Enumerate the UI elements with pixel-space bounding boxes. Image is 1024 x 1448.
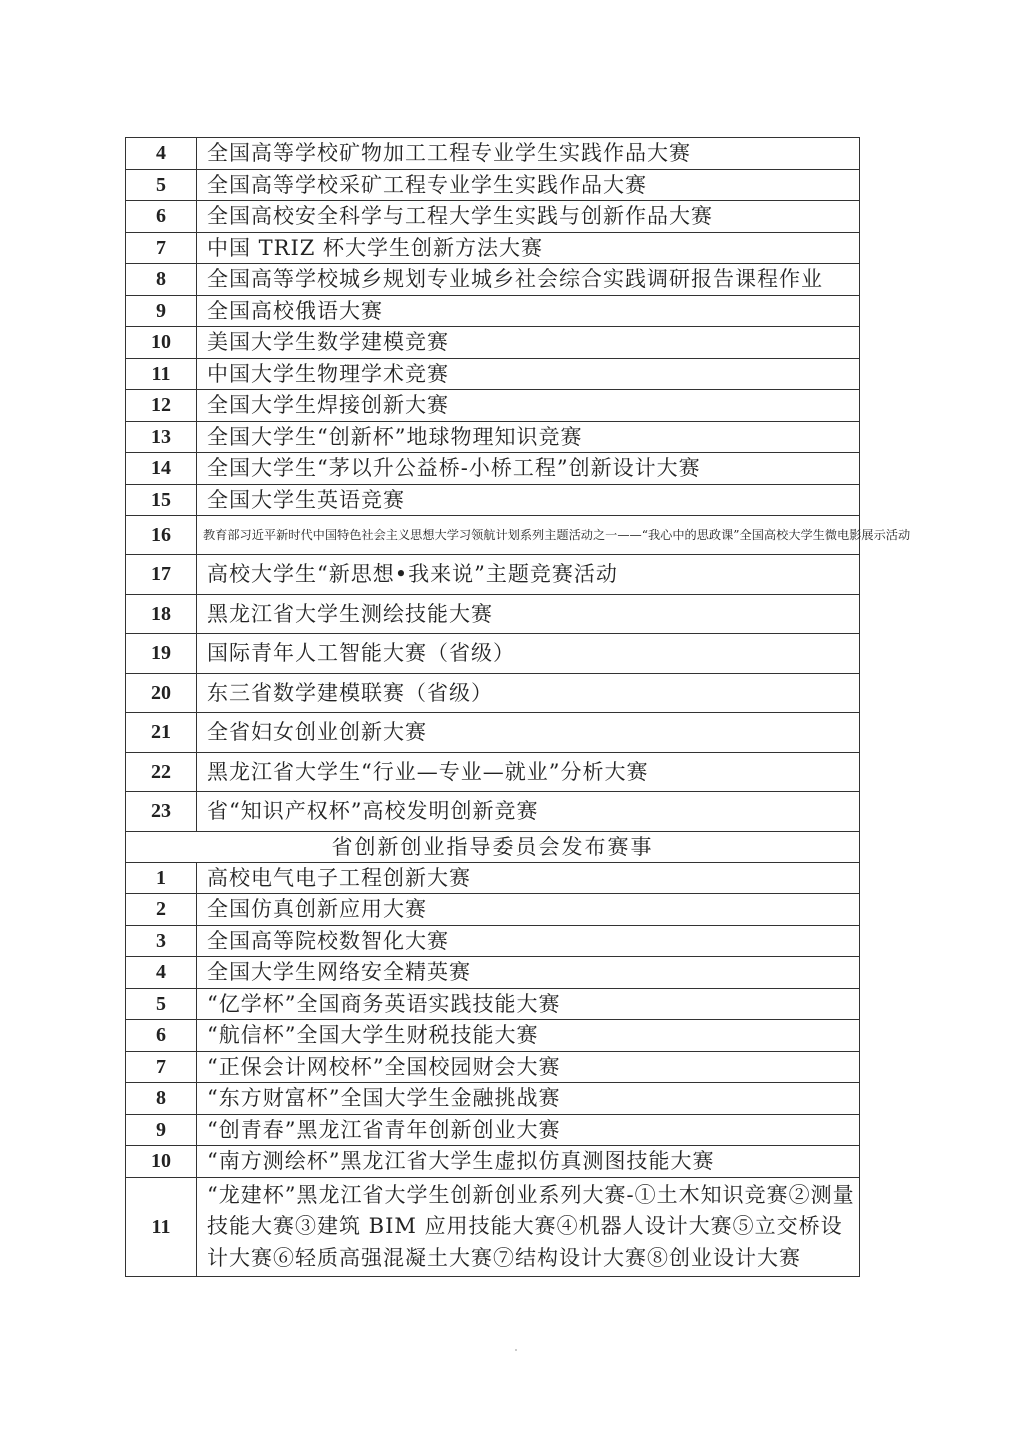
competition-name: 全国大学生“创新杯”地球物理知识竞赛 xyxy=(197,421,860,453)
row-number: 9 xyxy=(126,295,197,327)
competition-name: 美国大学生数学建模竞赛 xyxy=(197,327,860,359)
table-row xyxy=(126,484,860,516)
table-row xyxy=(126,957,860,989)
table-row xyxy=(126,1114,860,1146)
table-row xyxy=(126,555,860,595)
table-row xyxy=(126,988,860,1020)
page-speck xyxy=(515,1349,517,1351)
table-row xyxy=(126,390,860,422)
row-number: 2 xyxy=(126,894,197,926)
competition-name: 全国高等学校城乡规划专业城乡社会综合实践调研报告课程作业 xyxy=(197,264,860,296)
row-number: 17 xyxy=(126,555,197,595)
row-number: 8 xyxy=(126,1083,197,1115)
competition-name: 全国高等学校矿物加工工程专业学生实践作品大赛 xyxy=(197,138,860,170)
row-number: 9 xyxy=(126,1114,197,1146)
row-number: 21 xyxy=(126,713,197,753)
competition-table-page xyxy=(125,137,911,1277)
table-row xyxy=(126,792,860,832)
table-row xyxy=(126,862,860,894)
competition-name: 全国高校俄语大赛 xyxy=(197,295,860,327)
competition-name: “南方测绘杯”黑龙江省大学生虚拟仿真测图技能大赛 xyxy=(197,1146,860,1178)
table-row xyxy=(126,594,860,634)
competition-name: 高校大学生“新思想•我来说”主题竞赛活动 xyxy=(197,555,860,595)
competition-name: 中国大学生物理学术竞赛 xyxy=(197,358,860,390)
competition-name: 全国大学生焊接创新大赛 xyxy=(197,390,860,422)
table-row xyxy=(126,264,860,296)
table-row xyxy=(126,634,860,674)
competition-name: 教育部习近平新时代中国特色社会主义思想大学习领航计划系列主题活动之一——“我心中的思政课”全国高校大学生微电影展示活动 xyxy=(197,516,860,555)
competition-name: 全国高校安全科学与工程大学生实践与创新作品大赛 xyxy=(197,201,860,233)
competition-name: 全国大学生网络安全精英赛 xyxy=(197,957,860,989)
table-row xyxy=(126,894,860,926)
row-number: 7 xyxy=(126,232,197,264)
competition-name: 全国大学生英语竞赛 xyxy=(197,484,860,516)
row-number: 10 xyxy=(126,1146,197,1178)
row-number: 7 xyxy=(126,1051,197,1083)
row-number: 5 xyxy=(126,169,197,201)
competition-name: 全国大学生“茅以升公益桥-小桥工程”创新设计大赛 xyxy=(197,453,860,485)
row-number: 18 xyxy=(126,594,197,634)
section-header-row xyxy=(126,831,860,862)
competition-name: 高校电气电子工程创新大赛 xyxy=(197,862,860,894)
competition-name: 省“知识产权杯”高校发明创新竞赛 xyxy=(197,792,860,832)
table-row xyxy=(126,1177,860,1277)
row-number: 13 xyxy=(126,421,197,453)
table-row xyxy=(126,1051,860,1083)
competition-name: 黑龙江省大学生“行业—专业—就业”分析大赛 xyxy=(197,752,860,792)
table-row xyxy=(126,138,860,170)
competition-name: 全省妇女创业创新大赛 xyxy=(197,713,860,753)
table-row xyxy=(126,327,860,359)
competition-name: 全国仿真创新应用大赛 xyxy=(197,894,860,926)
row-number: 10 xyxy=(126,327,197,359)
row-number: 15 xyxy=(126,484,197,516)
table-row xyxy=(126,925,860,957)
table-row xyxy=(126,169,860,201)
competition-name: 全国高等学校采矿工程专业学生实践作品大赛 xyxy=(197,169,860,201)
competition-table-body xyxy=(126,138,911,1277)
competition-name: 中国 TRIZ 杯大学生创新方法大赛 xyxy=(197,232,860,264)
table-row xyxy=(126,516,860,555)
row-number: 11 xyxy=(126,1177,197,1277)
table-row xyxy=(126,1146,860,1178)
row-number: 4 xyxy=(126,957,197,989)
competition-name: “创青春”黑龙江省青年创新创业大赛 xyxy=(197,1114,860,1146)
row-number: 5 xyxy=(126,988,197,1020)
row-number: 6 xyxy=(126,201,197,233)
table-row xyxy=(126,713,860,753)
row-number: 4 xyxy=(126,138,197,170)
table-row xyxy=(126,752,860,792)
competition-name: 国际青年人工智能大赛（省级） xyxy=(197,634,860,674)
table-row xyxy=(126,1083,860,1115)
table-row xyxy=(126,1020,860,1052)
competition-name: 东三省数学建模联赛（省级） xyxy=(197,673,860,713)
table-row xyxy=(126,232,860,264)
competition-name: “亿学杯”全国商务英语实践技能大赛 xyxy=(197,988,860,1020)
table-row xyxy=(126,421,860,453)
section-title: 省创新创业指导委员会发布赛事 xyxy=(126,831,860,862)
row-number: 8 xyxy=(126,264,197,296)
competition-name: “龙建杯”黑龙江省大学生创新创业系列大赛-①土木知识竞赛②测量技能大赛③建筑 BIM 应用技能大赛④机器人设计大赛⑤立交桥设计大赛⑥轻质高强混凝土大赛⑦结构设计大赛⑧创业设计大赛 xyxy=(197,1177,860,1277)
row-number: 12 xyxy=(126,390,197,422)
table-row xyxy=(126,295,860,327)
table-row xyxy=(126,358,860,390)
row-number: 20 xyxy=(126,673,197,713)
row-number: 22 xyxy=(126,752,197,792)
competition-name: “航信杯”全国大学生财税技能大赛 xyxy=(197,1020,860,1052)
row-number: 3 xyxy=(126,925,197,957)
row-number: 19 xyxy=(126,634,197,674)
competition-name: 黑龙江省大学生测绘技能大赛 xyxy=(197,594,860,634)
row-number: 23 xyxy=(126,792,197,832)
row-number: 6 xyxy=(126,1020,197,1052)
row-number: 16 xyxy=(126,516,197,555)
row-number: 11 xyxy=(126,358,197,390)
table-row xyxy=(126,453,860,485)
row-number: 14 xyxy=(126,453,197,485)
table-row xyxy=(126,673,860,713)
competition-table xyxy=(125,137,911,1277)
competition-name: “东方财富杯”全国大学生金融挑战赛 xyxy=(197,1083,860,1115)
competition-name: “正保会计网校杯”全国校园财会大赛 xyxy=(197,1051,860,1083)
table-row xyxy=(126,201,860,233)
competition-name: 全国高等院校数智化大赛 xyxy=(197,925,860,957)
row-number: 1 xyxy=(126,862,197,894)
